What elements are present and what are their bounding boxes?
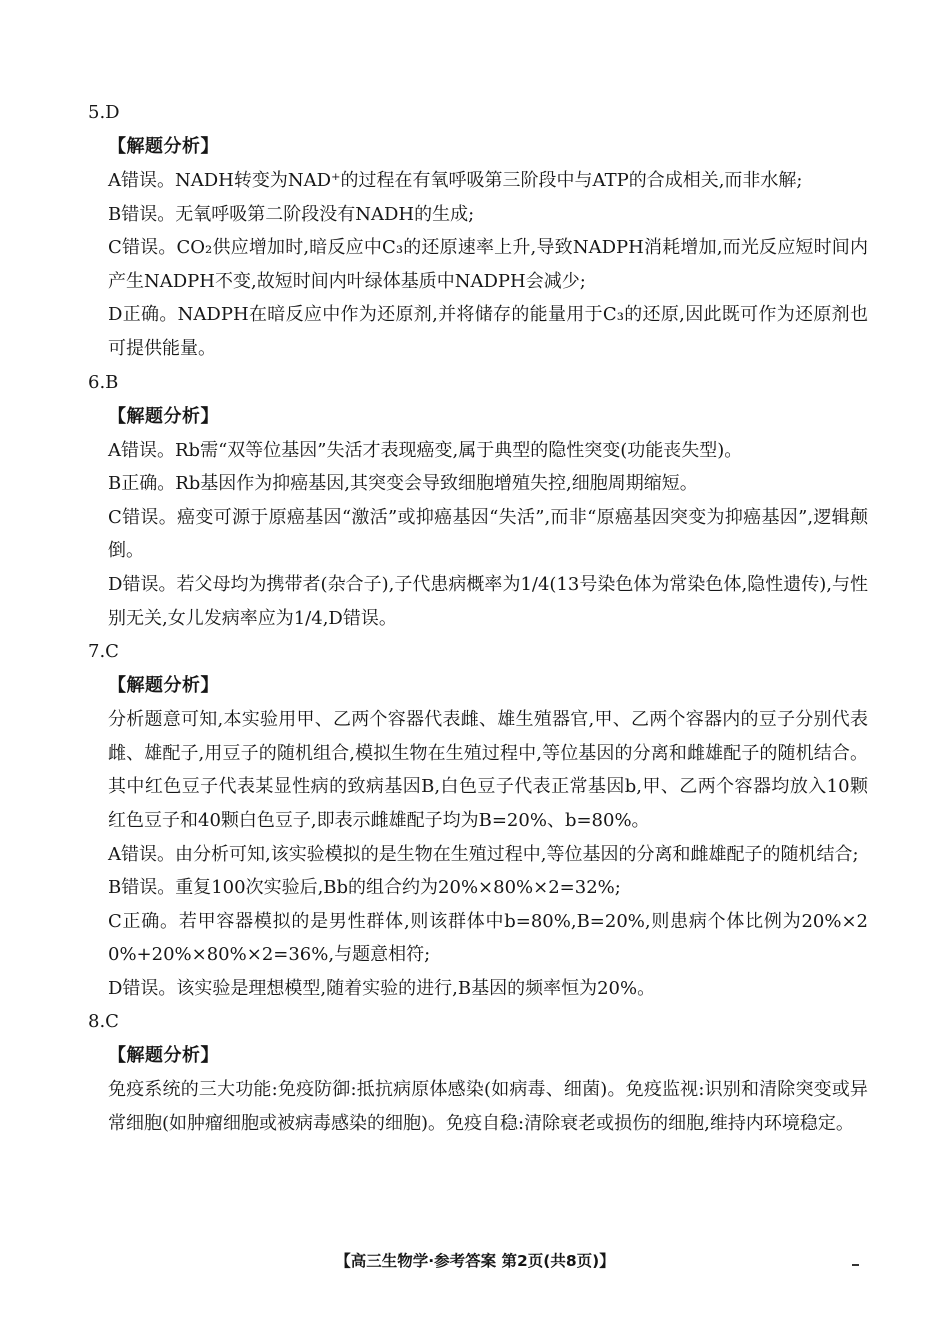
question-5-answer: 5.D: [88, 102, 120, 123]
analysis-paragraph: A错误。NADH转变为NAD⁺的过程在有氧呼吸第三阶段中与ATP的合成相关,而非水解;: [108, 170, 803, 191]
analysis-heading: 【解题分析】: [108, 675, 219, 697]
analysis-paragraph: A错误。由分析可知,该实验模拟的是生物在生殖过程中,等位基因的分离和雌雄配子的随机结合;: [108, 843, 859, 865]
corner-mark: [852, 1264, 859, 1266]
answer-content: [88, 96, 868, 1141]
question-6-analysis: [88, 400, 868, 636]
question-8-analysis: [88, 1039, 868, 1140]
analysis-heading: 【解题分析】: [108, 405, 219, 427]
analysis-paragraph: 分析题意可知,本实验用甲、乙两个容器代表雌、雄生殖器官,甲、乙两个容器内的豆子分别代表雌、雄配子,用豆子的随机组合,模拟生物在生殖过程中,等位基因的分离和雌雄配子的随机结合。其中红色豆子代表某显性病的致病基因B,白色豆子代表正常基因b,甲、乙两个容器均放入10颗红色豆子和40颗白色豆子,即表示雌雄配子均为B=20%、b=80%。: [108, 709, 868, 831]
analysis-paragraph: C错误。癌变可源于原癌基因“激活”或抑癌基因“失活”,而非“原癌基因突变为抑癌基因”,逻辑颠倒。: [108, 506, 868, 562]
question-6-answer: 6.B: [88, 371, 119, 393]
analysis-paragraph: D错误。若父母均为携带者(杂合子),子代患病概率为1/4(13号染色体为常染色体,隐性遗传),与性别无关,女儿发病率应为1/4,D错误。: [108, 573, 868, 629]
analysis-paragraph: C错误。CO₂供应增加时,暗反应中C₃的还原速率上升,导致NADPH消耗增加,而光反应短时间内产生NADPH不变,故短时间内叶绿体基质中NADPH会减少;: [108, 237, 868, 292]
question-8-answer: 8.C: [88, 1011, 119, 1033]
question-7-analysis: [88, 669, 868, 1005]
analysis-paragraph: 免疫系统的三大功能:免疫防御:抵抗病原体感染(如病毒、细菌)。免疫监视:识别和清除突变或异常细胞(如肿瘤细胞或被病毒感染的细胞)。免疫自稳:清除衰老或损伤的细胞,维持内环境稳定。: [108, 1079, 868, 1135]
analysis-paragraph: B错误。无氧呼吸第二阶段没有NADH的生成;: [108, 203, 475, 225]
analysis-paragraph: C正确。若甲容器模拟的是男性群体,则该群体中b=80%,B=20%,则患病个体比例为20%×20%+20%×80%×2=36%,与题意相符;: [108, 910, 868, 966]
question-5-analysis: [88, 130, 868, 366]
question-7-answer: 7.C: [88, 641, 119, 663]
analysis-paragraph: B错误。重复100次实验后,Bb的组合约为20%×80%×2=32%;: [108, 877, 621, 899]
page-footer: 【高三生物学·参考答案 第2页(共8页)】: [335, 1252, 615, 1270]
analysis-paragraph: D错误。该实验是理想模型,随着实验的进行,B基因的频率恒为20%。: [108, 977, 656, 999]
analysis-heading: 【解题分析】: [108, 1045, 219, 1067]
analysis-heading: 【解题分析】: [108, 136, 219, 157]
analysis-paragraph: A错误。Rb需“双等位基因”失活才表现癌变,属于典型的隐性突变(功能丧失型)。: [108, 439, 743, 461]
analysis-paragraph: B正确。Rb基因作为抑癌基因,其突变会导致细胞增殖失控,细胞周期缩短。: [108, 473, 698, 495]
analysis-paragraph: D正确。NADPH在暗反应中作为还原剂,并将储存的能量用于C₃的还原,因此既可作为还原剂也可提供能量。: [108, 304, 868, 359]
